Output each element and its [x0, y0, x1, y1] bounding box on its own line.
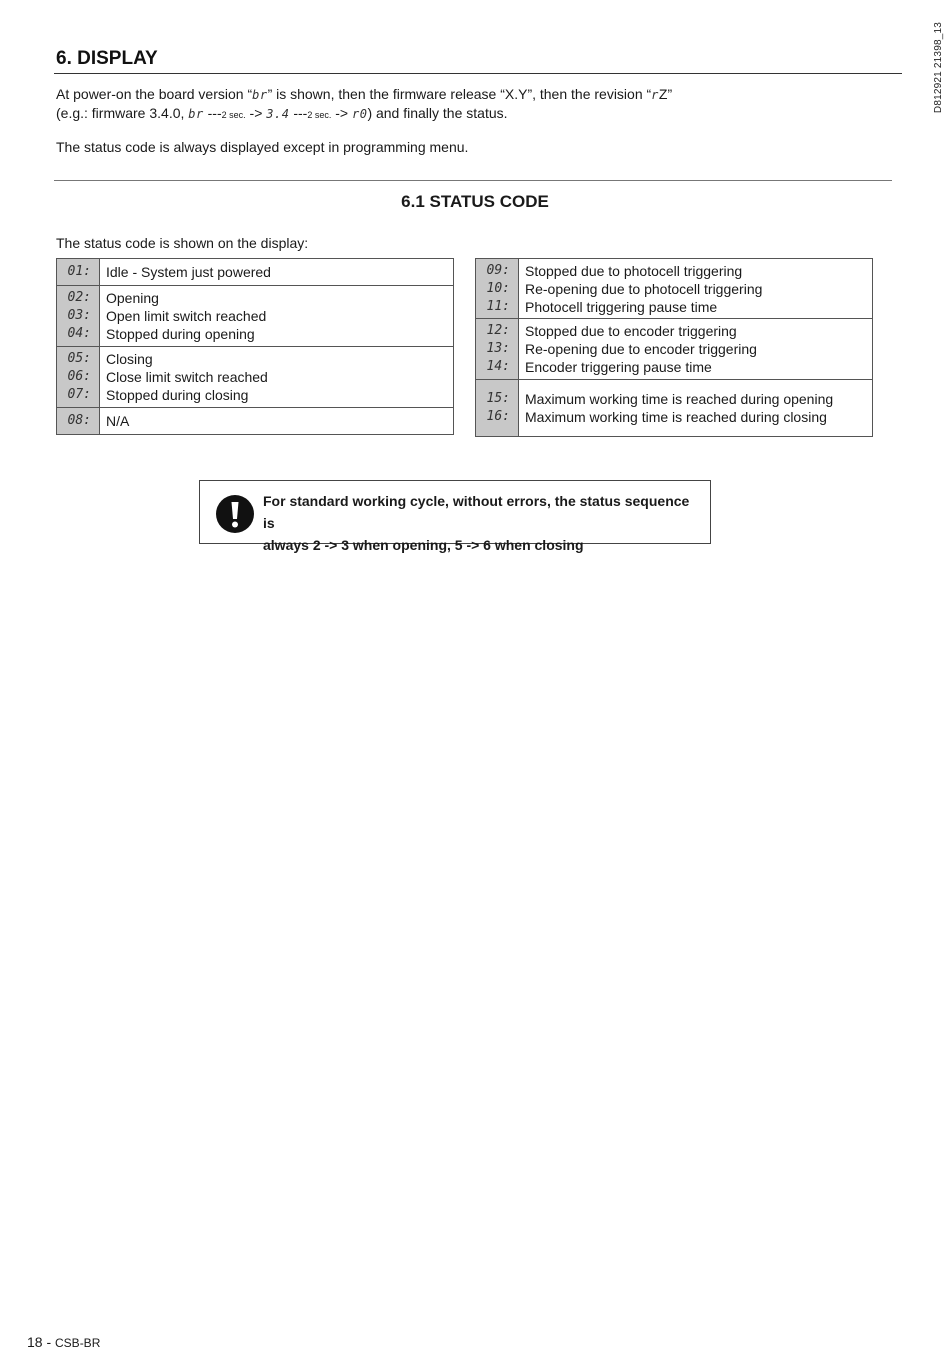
- status-description: Open limit switch reached: [106, 308, 267, 324]
- delay-label: 2 sec.: [221, 110, 246, 120]
- product-code: CSB-BR: [55, 1336, 101, 1350]
- status-code: 04:: [67, 326, 91, 341]
- status-description: Maximum working time is reached during closing: [525, 409, 827, 425]
- status-code-table-left: [56, 258, 454, 435]
- status-description: Photocell triggering pause time: [525, 298, 718, 315]
- board-version-code: br: [252, 88, 268, 102]
- status-description-cell: [100, 286, 454, 347]
- status-description: Opening: [106, 290, 159, 306]
- arrow: ->: [245, 105, 267, 121]
- status-code: 07:: [67, 387, 91, 402]
- display-note: The status code is always displayed except in programming menu.: [56, 139, 469, 155]
- status-group-row: [476, 380, 873, 437]
- warning-text: [263, 490, 703, 556]
- status-description: Maximum working time is reached during opening: [525, 391, 834, 407]
- arrow: ->: [331, 105, 352, 121]
- status-description-cell: [519, 380, 873, 437]
- document-code: D812921 21398_13: [933, 22, 944, 114]
- status-code-cell: [57, 259, 100, 286]
- status-description-cell: [519, 319, 873, 380]
- status-description: Stopped during opening: [106, 326, 255, 342]
- status-code-table-body: [476, 259, 873, 437]
- revision-code: r: [651, 88, 659, 102]
- status-code-table-body: [57, 259, 454, 435]
- dashes: ---: [203, 105, 222, 121]
- status-description: Idle - System just powered: [106, 264, 271, 280]
- status-code: 13:: [486, 341, 510, 356]
- warning-line: For standard working cycle, without errors, the status sequence is: [263, 493, 690, 531]
- status-group-row: [57, 286, 454, 347]
- status-code: 09:: [486, 262, 510, 278]
- status-code: 05:: [67, 351, 91, 366]
- status-code-cell: [476, 380, 519, 437]
- page-number: 18 -: [27, 1334, 56, 1350]
- status-description-cell: [100, 408, 454, 435]
- status-group-row: [57, 259, 454, 286]
- page-footer: [27, 1334, 100, 1350]
- status-description-cell: [519, 259, 873, 319]
- status-code: 03:: [67, 308, 91, 323]
- status-description: Close limit switch reached: [106, 369, 268, 385]
- intro-text: At power-on the board version “: [56, 86, 253, 102]
- intro-text: Z”: [658, 86, 673, 102]
- status-code: 12:: [486, 323, 510, 338]
- status-description: Closing: [106, 351, 153, 367]
- status-group-row: [476, 259, 873, 319]
- status-group-row: [476, 319, 873, 380]
- dashes: ---: [289, 105, 308, 121]
- status-group-row: [57, 347, 454, 408]
- status-description: Re-opening due to encoder triggering: [525, 341, 757, 357]
- status-code: 16:: [486, 409, 510, 424]
- example-firmware-code: 3.4: [266, 107, 290, 121]
- subsection-title: 6.1 STATUS CODE: [401, 192, 549, 211]
- status-code-cell: [476, 319, 519, 380]
- status-description: Stopped during closing: [106, 387, 249, 403]
- status-code: 15:: [486, 391, 510, 406]
- delay-label: 2 sec.: [307, 110, 332, 120]
- example-revision-code: r0: [351, 107, 368, 121]
- status-code: 01:: [67, 264, 91, 279]
- status-code-cell: [57, 286, 100, 347]
- status-code-cell: [57, 347, 100, 408]
- status-code: 02:: [67, 290, 91, 305]
- exclamation-icon: [216, 495, 254, 533]
- section-title: 6. DISPLAY: [56, 48, 158, 69]
- status-code-table-right: [475, 258, 873, 437]
- status-lead-text: The status code is shown on the display:: [56, 235, 309, 251]
- warning-box: [199, 480, 711, 553]
- intro-text: ” is shown, then the firmware release “X.Y”, then the revision “: [267, 86, 652, 102]
- status-description: N/A: [106, 413, 130, 429]
- intro-text: ) and finally the status.: [367, 105, 508, 121]
- warning-line: always 2 -> 3 when opening, 5 -> 6 when closing: [263, 537, 584, 553]
- example-board-code: br: [188, 107, 204, 121]
- status-code: 10:: [486, 280, 510, 296]
- title-divider: [54, 73, 902, 74]
- status-description: Stopped due to encoder triggering: [525, 323, 737, 339]
- status-group-row: [57, 408, 454, 435]
- subsection-divider: [54, 180, 892, 181]
- status-code: 06:: [67, 369, 91, 384]
- status-code: 11:: [486, 298, 510, 314]
- status-description: Encoder triggering pause time: [525, 359, 712, 375]
- status-code-cell: [476, 259, 519, 319]
- status-description: Stopped due to photocell triggering: [525, 262, 743, 279]
- intro-text: (e.g.: firmware 3.4.0,: [56, 105, 189, 121]
- status-description: Re-opening due to photocell triggering: [525, 280, 763, 297]
- status-description-cell: [100, 347, 454, 408]
- status-description-cell: [100, 259, 454, 286]
- status-code: 08:: [67, 413, 91, 428]
- intro-paragraph: [56, 85, 876, 124]
- status-code: 14:: [486, 359, 510, 374]
- status-code-cell: [57, 408, 100, 435]
